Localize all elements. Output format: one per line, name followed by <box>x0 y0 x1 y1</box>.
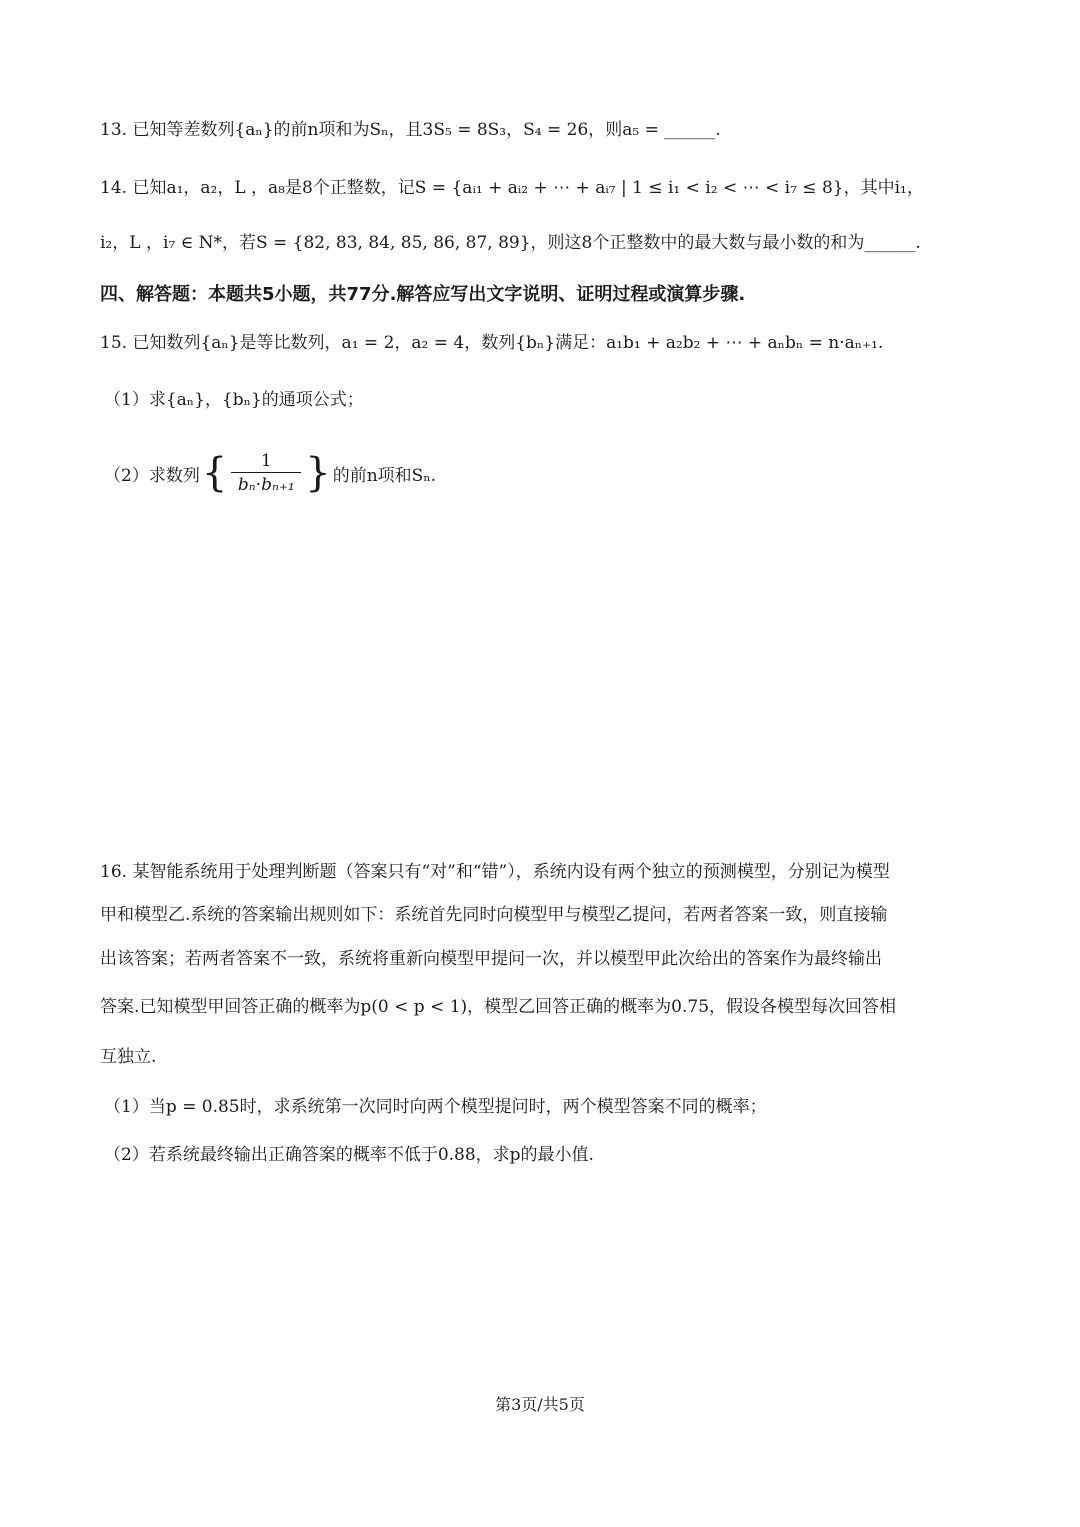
q15-2-prefix: （2）求数列 <box>104 465 200 486</box>
question-15-part-2 <box>104 441 436 505</box>
question-14-line-1: 14. 已知a₁，a₂，L ，a₈是8个正整数，记S = {aᵢ₁ + aᵢ₂ + ⋯ + aᵢ₇ | 1 ≤ i₁ < i₂ < ⋯ < i₇ ≤ 8}，其中i₁， <box>100 178 924 198</box>
fraction <box>231 450 301 497</box>
fraction-denominator: bₙ·bₙ₊₁ <box>237 474 295 495</box>
page-footer: 第3页/共5页 <box>495 1395 585 1414</box>
question-16-line-3: 出该答案；若两者答案不一致，系统将重新向模型甲提问一次，并以模型甲此次给出的答案作为最终输出 <box>100 949 882 969</box>
question-15: 15. 已知数列{aₙ}是等比数列，a₁ = 2，a₂ = 4，数列{bₙ}满足：a₁b₁ + a₂b₂ + ⋯ + aₙbₙ = n·aₙ₊₁. <box>100 333 884 353</box>
question-13: 13. 已知等差数列{aₙ}的前n项和为Sₙ，且3S₅ = 8S₃，S₄ = 26，则a₅ = ______. <box>100 120 721 140</box>
left-brace: { <box>201 450 228 496</box>
question-16-line-4: 答案.已知模型甲回答正确的概率为p(0 < p < 1)，模型乙回答正确的概率为0.75，假设各模型每次回答相 <box>100 997 897 1017</box>
question-16-part-2: （2）若系统最终输出正确答案的概率不低于0.88，求p的最小值. <box>104 1145 594 1165</box>
q15-2-suffix: 的前n项和Sₙ. <box>332 465 437 486</box>
right-brace: } <box>305 450 331 496</box>
section-4-heading: 四、解答题：本题共5小题，共77分.解答应写出文字说明、证明过程或演算步骤. <box>100 284 746 305</box>
question-16-line-1: 16. 某智能系统用于处理判断题（答案只有“对”和“错”），系统内设有两个独立的预测模型，分别记为模型 <box>100 862 890 882</box>
question-16-part-1: （1）当p = 0.85时，求系统第一次同时向两个模型提问时，两个模型答案不同的概率； <box>104 1097 767 1117</box>
fraction-numerator: 1 <box>260 450 272 471</box>
question-16-line-2: 甲和模型乙.系统的答案输出规则如下：系统首先同时向模型甲与模型乙提问，若两者答案一致，则直接输 <box>100 905 888 925</box>
question-16-line-5: 互独立. <box>100 1047 157 1067</box>
question-14-line-2: i₂，L ，i₇ ∈ N*，若S = {82, 83, 84, 85, 86, 87, 89}，则这8个正整数中的最大数与最小数的和为______. <box>100 233 921 253</box>
question-15-part-1: （1）求{aₙ}，{bₙ}的通项公式； <box>104 390 364 410</box>
